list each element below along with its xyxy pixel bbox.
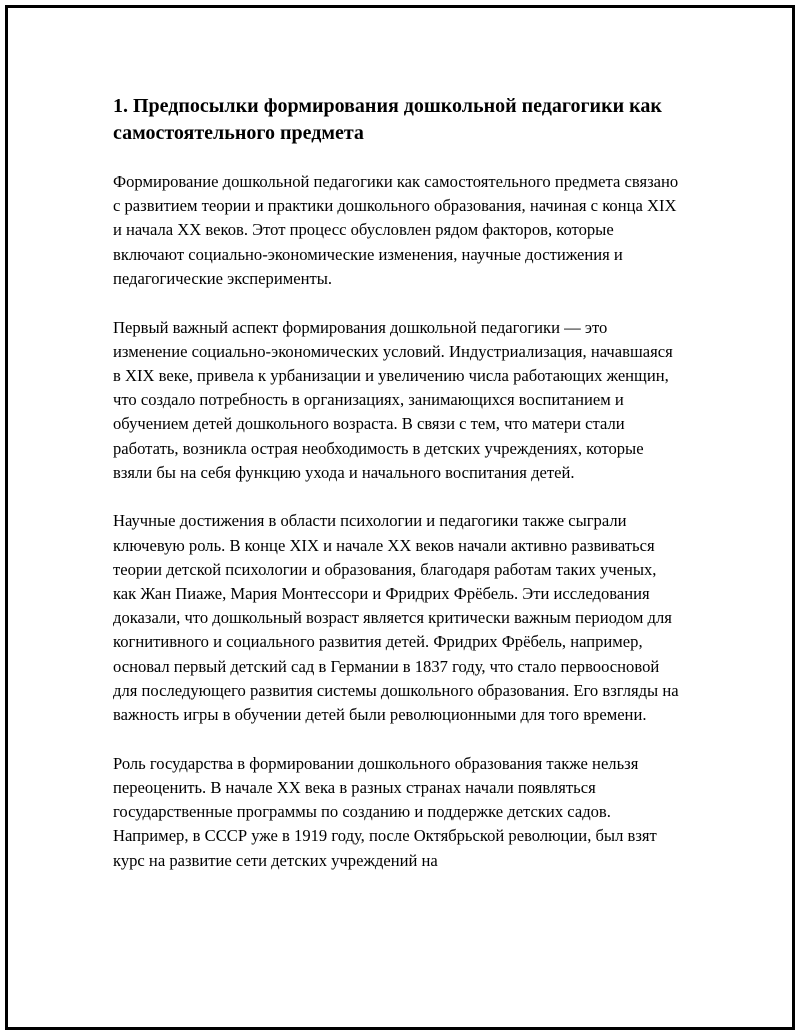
paragraph-1: Формирование дошкольной педагогики как самостоятельного предмета связано с развитием теории и практики дошкольного образования, начиная с конца XIX и начала XX веков. Этот процесс обусловлен рядом факторов, которые включают социально-экономические изменения, научные достижения и педагогические эксперименты. [113, 172, 679, 288]
document-body [113, 93, 683, 897]
paragraph-4: Роль государства в формировании дошкольного образования также нельзя переоценить. В начале XX века в разных странах начали появляться государственные программы по созданию и поддержке детских садов. Например, в СССР уже в 1919 году, после Октябрьской революции, был взят курс на развитие сети детских учреждений на [113, 753, 657, 870]
paragraph-3: Научные достижения в области психологии и педагогики также сыграли ключевую роль. В конце XIX и начале XX веков начали активно развиваться теории детской психологии и образования, благодаря работам таких ученых, как Жан Пиаже, Мария Монтессори и Фридрих Фрёбель. Эти исследования доказали, что дошкольный возраст является критически важным периодом для когнитивного и социального развития детей. Фридрих Фрёбель, например, основал первый детский сад в Германии в 1837 году, что стало первоосновой для последующего развития системы дошкольного образования. Его взгляды на важность игры в обучении детей были революционными для того времени. [113, 511, 679, 725]
paragraph-2: Первый важный аспект формирования дошкольной педагогики — это изменение социально-экономических условий. Индустриализация, начавшаяся в XIX веке, привела к урбанизации и увеличению числа работающих женщин, что создало потребность в организациях, занимающихся воспитанием и обучением детей дошкольного возраста. В связи с тем, что матери стали работать, возникла острая необходимость в детских учреждениях, которые взяли бы на себя функцию ухода и начального воспитания детей. [113, 317, 673, 482]
section-heading: 1. Предпосылки формирования дошкольной педагогики как самостоятельного предмета [113, 95, 662, 144]
